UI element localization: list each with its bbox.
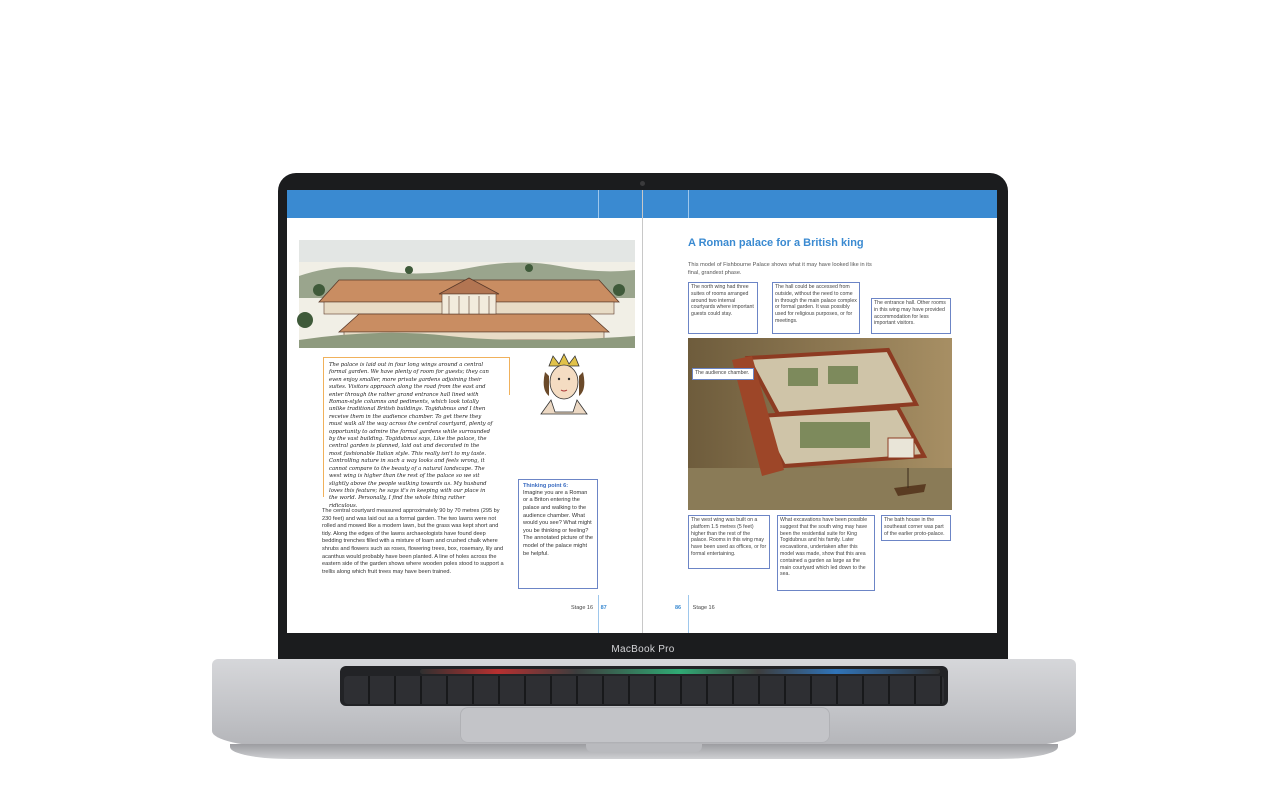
thinking-point-box: [518, 479, 598, 589]
right-folio-stage: Stage 16: [692, 605, 715, 611]
callout-west-wing: The west wing was built on a platform 1.5 metres (5 feet) higher than the rest of the palace. Rooms in this wing may have been used as offices, or for formal entertaining.: [688, 515, 770, 569]
book-spread-screen: [287, 190, 997, 633]
touch-bar[interactable]: [420, 669, 940, 674]
left-folio-page: 87: [600, 605, 607, 611]
palace-model-photo: [688, 338, 952, 510]
queen-portrait: [535, 352, 593, 424]
camera-icon: [640, 181, 645, 186]
callout-audience-chamber: The audience chamber.: [692, 368, 754, 380]
intro-text: This model of Fishbourne Palace shows what it may have looked like in its final, grandest phase.: [688, 262, 872, 276]
callout-south-wing: What excavations have been possible suggest that the south wing may have been the residential suite for King Togidubnus and his family. Later excavations, undertaken after this model was made, show that this area contained a garden as large as the main courtyard which led down to the sea.: [777, 515, 875, 591]
trackpad[interactable]: [460, 707, 830, 743]
right-folio: [675, 605, 715, 611]
left-body-text: The central courtyard measured approximately 90 by 70 metres (295 by 230 feet) and was laid out as a formal garden. The two lawns were not rolled and mowed like a modern lawn, but the grass was kept short and tidy. Along the edges of the lawns archaeologists have found deep bedding trenches filled with a mixture of loam and crushed chalk where shrubs and flowers such as roses, flowering trees, box, rosemary, lily and acanthus would probably have been planted. A line of holes across the eastern side of the garden shows where wooden poles stood to support a trellis along which fruit trees may have been trained.: [322, 508, 504, 575]
lid-notch: [586, 744, 702, 752]
right-folio-page: 86: [675, 605, 682, 611]
thinking-point-heading: Thinking point 6:: [523, 483, 569, 489]
palace-illustration: [299, 240, 635, 348]
callout-bath-house: The bath house in the southeast corner was part of the earlier proto-palace.: [881, 515, 951, 541]
queen-quote: The palace is laid out in four long wings around a central formal garden. We have plenty of room for guests; they can even enjoy smaller, more private gardens adjoining their suites. Visitors approach along the road from the east and enter through the rather grand entrance hall lined with Roman-style columns and pediments, which look totally unlike traditional British buildings. Togidubnus and I then receive them in the audience chamber. To get there they must walk all the way across the central courtyard, plenty of opportunity to admire the formal gardens while surrounded by the vast building. Togidubnus says, Like the palace, the central garden is planned, laid out and decorated in the most fashionable Italian style. This really isn't to my taste. Controlling nature in such a way looks and feels wrong, it cannot compare to the beauty of a natural landscape. The west wing is higher than the rest of the palace so we sit slightly above the people walking towards us. My husband loves this feature; he says it's in keeping with our place in the world. Personally, I find the whole thing rather ridiculous.: [329, 362, 493, 509]
left-folio-stage: Stage 16: [571, 605, 594, 611]
page-title: A Roman palace for a British king: [688, 237, 864, 249]
keyboard-keys[interactable]: [344, 676, 944, 704]
callout-hall: The hall could be accessed from outside, without the need to come in through the main palace complex or formal garden. It was possibly used for religious purposes, or for meetings.: [772, 282, 860, 334]
left-folio: [571, 605, 607, 611]
callout-north-wing: The north wing had three suites of rooms arranged around two internal courtyards where important guests could stay.: [688, 282, 758, 334]
thinking-point-text: Imagine you are a Roman or a Briton entering the palace and walking to the audience chamber. What would you see? What might you be thinking or feeling? The annotated picture of the model of the palace might be helpful.: [523, 489, 593, 557]
callout-entrance-hall: The entrance hall. Other rooms in this wing may have provided accommodation for less important visitors.: [871, 298, 951, 334]
device-label: MacBook Pro: [611, 644, 675, 655]
book-spine: [642, 190, 643, 633]
